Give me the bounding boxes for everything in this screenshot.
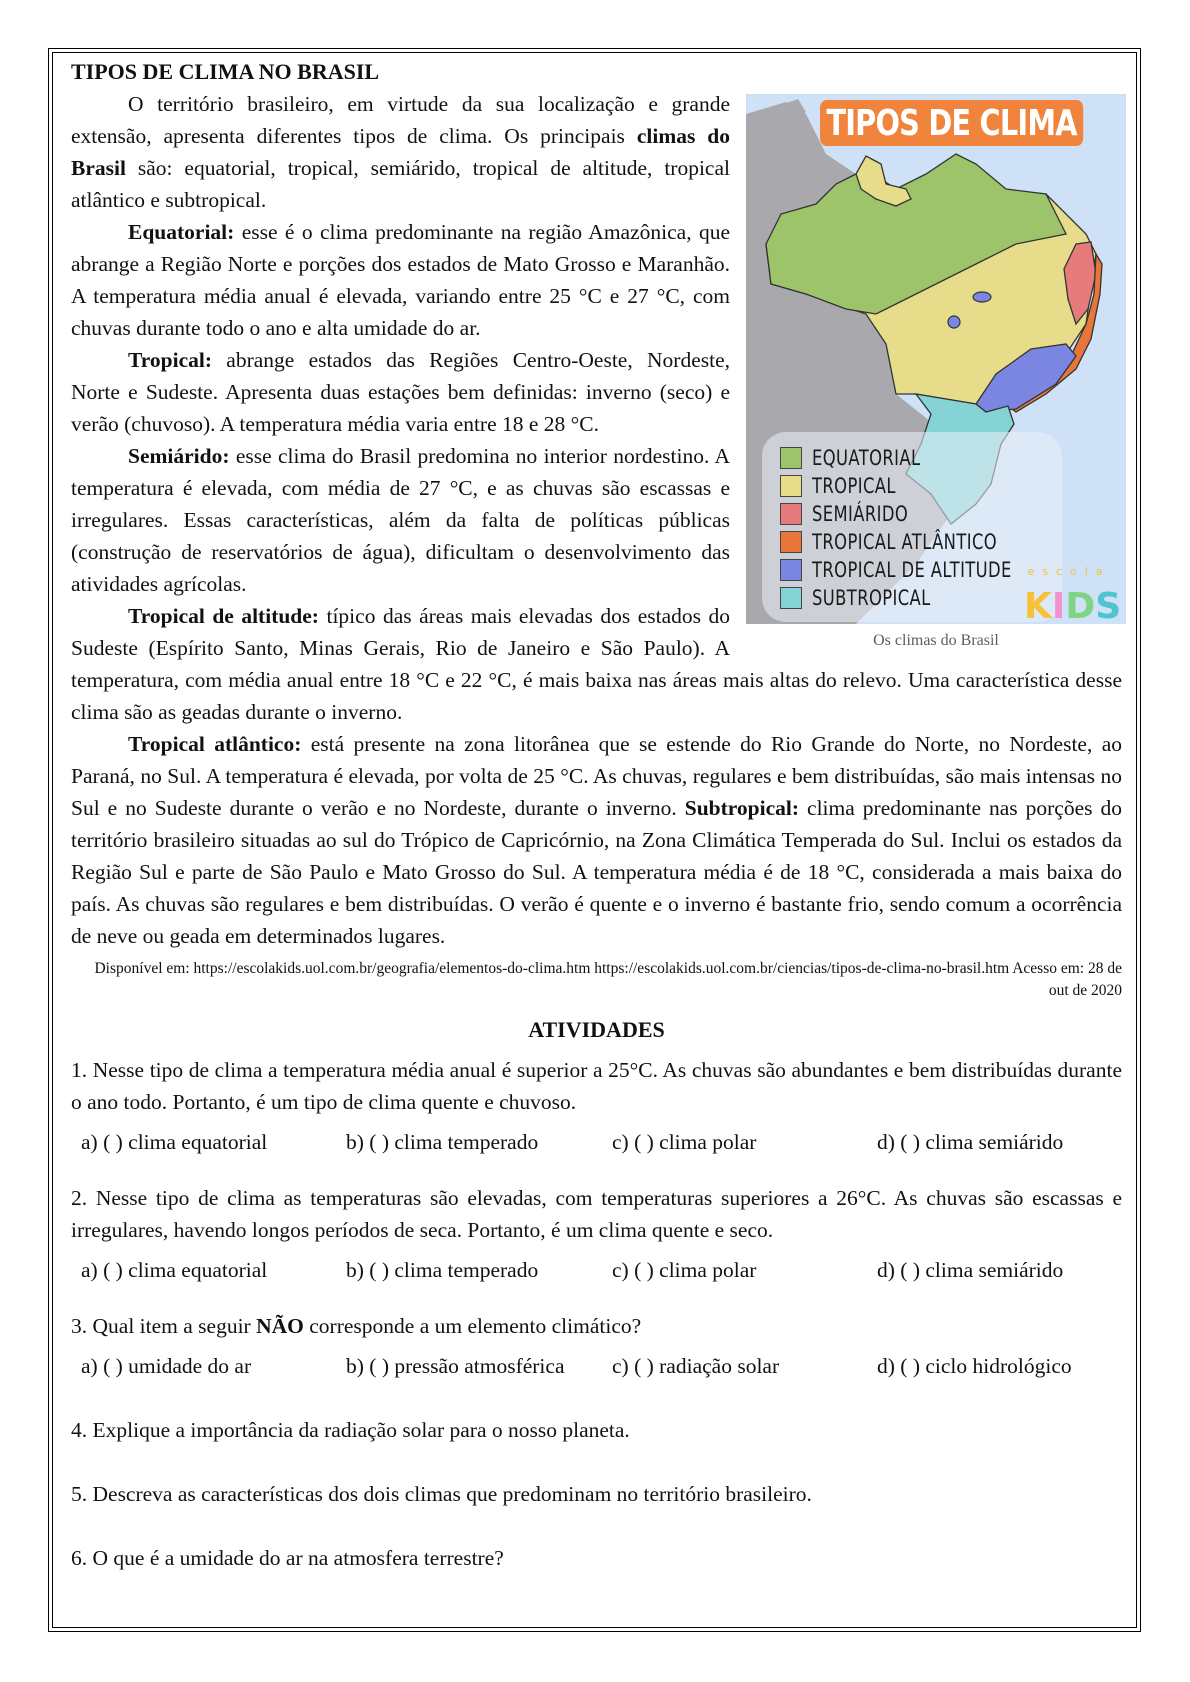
question-3-options bbox=[71, 1350, 1122, 1382]
q3-text-end: corresponde a um elemento climático? bbox=[303, 1314, 642, 1338]
paragraph-text: abrange estados das Regiões Centro-Oeste, Nordeste, Norte e Sudeste. Apresenta duas estações bem definidas: inverno (seco) e verão (chuvoso). A temperatura média varia entre 18 e 28 °C. bbox=[71, 348, 730, 436]
q2-option-a[interactable]: a) ( ) clima equatorial bbox=[81, 1258, 268, 1282]
source-citation: Disponível em: https://escolakids.uol.com.br/geografia/elementos-do-clima.htm https://escolakids.uol.com.br/ciencias/tipos-de-clima-no-brasil.htm Acesso em: 28 de out de 2020 bbox=[94, 960, 1122, 999]
intro-text: O território brasileiro, em virtude da sua localização e grande extensão, apresenta diferentes tipos de clima. Os principais bbox=[71, 92, 730, 148]
q3-option-d[interactable]: d) ( ) ciclo hidrológico bbox=[877, 1354, 1072, 1378]
escola-kids-logo bbox=[1024, 556, 1122, 624]
legend-item-tropical-atlantico bbox=[780, 528, 1049, 556]
legend-label: TROPICAL DE ALTITUDE bbox=[812, 558, 1012, 582]
q1-option-b[interactable]: b) ( ) clima temperado bbox=[346, 1130, 539, 1154]
term-tropical-atlantico: Tropical atlântico: bbox=[128, 732, 302, 756]
activities-title: ATIVIDADES bbox=[528, 1017, 665, 1042]
q3-option-a[interactable]: a) ( ) umidade do ar bbox=[81, 1354, 252, 1378]
logo-big-text: KIDS bbox=[1024, 586, 1122, 624]
term-subtropical: Subtropical: bbox=[684, 796, 800, 820]
logo-small-text: escola bbox=[1027, 565, 1111, 578]
q2-option-b[interactable]: b) ( ) clima temperado bbox=[346, 1258, 539, 1282]
legend-swatch-icon bbox=[780, 531, 802, 553]
map-banner-title: TIPOS DE CLIMA bbox=[820, 100, 1083, 146]
question-4: 4. Explique a importância da radiação solar para o nosso planeta. bbox=[71, 1418, 630, 1442]
legend-swatch-icon bbox=[780, 503, 802, 525]
legend-label: SUBTROPICAL bbox=[812, 586, 931, 610]
intro-text-end: são: equatorial, tropical, semiárido, tropical de altitude, tropical atlântico e subtropical. bbox=[71, 156, 730, 212]
legend-item-equatorial bbox=[780, 444, 951, 472]
q1-option-a[interactable]: a) ( ) clima equatorial bbox=[81, 1130, 268, 1154]
term-semiarido: Semiárido: bbox=[128, 444, 230, 468]
question-6: 6. O que é a umidade do ar na atmosfera terrestre? bbox=[71, 1546, 504, 1570]
paragraph-text: típico das áreas mais elevadas dos estados do Sudeste (Espírito Santo, Minas Gerais, Rio de Janeiro e São Paulo). A temperatura, com média anual entre 18 °C e 22 °C, é mais baixa nas áreas mais altas do relevo. Uma característica desse clima são as geadas durante o inverno. bbox=[71, 604, 1122, 724]
legend-label: TROPICAL bbox=[812, 474, 896, 498]
q2-option-d[interactable]: d) ( ) clima semiárido bbox=[877, 1258, 1064, 1282]
document-title: TIPOS DE CLIMA NO BRASIL bbox=[71, 59, 380, 84]
q1-option-c[interactable]: c) ( ) clima polar bbox=[612, 1130, 757, 1154]
paragraph-text: está presente na zona litorânea que se estende do Rio Grande do Norte, no Nordeste, ao Paraná, no Sul. A temperatura é elevada, por volta de 25 °C. As chuvas, regulares e bem distribuídas, são mais intensas no Sul e no Sudeste durante o verão e no Nordeste, durante o inverno. bbox=[71, 732, 1122, 820]
question-1: 1. Nesse tipo de clima a temperatura média anual é superior a 25°C. As chuvas são abundantes e bem distribuídas durante o ano todo. Portanto, é um tipo de clima quente e chuvoso. bbox=[71, 1058, 1122, 1114]
q3-bold: NÃO bbox=[256, 1314, 304, 1338]
q1-option-d[interactable]: d) ( ) clima semiárido bbox=[877, 1130, 1064, 1154]
question-3 bbox=[71, 1310, 1122, 1342]
legend-label: SEMIÁRIDO bbox=[812, 502, 909, 526]
paragraph-text: esse é o clima predominante na região Amazônica, que abrange a Região Norte e porções dos estados de Mato Grosso e Maranhão. A temperatura média anual é elevada, variando entre 25 °C e 27 °C, com chuvas durante todo o ano e alta umidade do ar. bbox=[71, 220, 730, 340]
paragraph-text: clima predominante nas porções do território brasileiro situadas ao sul do Trópico de Capricórnio, na Zona Climática Temperada do Sul. Inclui os estados da Região Sul e parte de São Paulo e Mato Grosso do Sul. A temperatura média é de 18 °C, considerada a mais baixa do país. As chuvas são regulares e bem distribuídas. O verão é quente e o inverno é bastante frio, sendo comum a ocorrência de neve ou geada em determinados lugares. bbox=[71, 796, 1122, 948]
q3-text: 3. Qual item a seguir bbox=[71, 1314, 257, 1338]
q3-option-c[interactable]: c) ( ) radiação solar bbox=[612, 1354, 780, 1378]
q3-option-b[interactable]: b) ( ) pressão atmosférica bbox=[346, 1354, 565, 1378]
intro-bold: climas do Brasil bbox=[71, 124, 730, 180]
legend-swatch-icon bbox=[780, 587, 802, 609]
term-tropical: Tropical: bbox=[128, 348, 213, 372]
question-5: 5. Descreva as características dos dois climas que predominam no território brasileiro. bbox=[71, 1482, 812, 1506]
worksheet-content bbox=[71, 56, 1122, 1574]
figure-caption: Os climas do Brasil bbox=[873, 632, 999, 649]
brazil-climate-map bbox=[746, 94, 1126, 624]
legend-swatch-icon bbox=[780, 447, 802, 469]
term-tropical-altitude: Tropical de altitude: bbox=[128, 604, 319, 628]
legend-swatch-icon bbox=[780, 475, 802, 497]
legend-item-tropical bbox=[780, 472, 920, 500]
q2-option-c[interactable]: c) ( ) clima polar bbox=[612, 1258, 757, 1282]
legend-item-semiarido bbox=[780, 500, 935, 528]
paragraph-text: esse clima do Brasil predomina no interior nordestino. A temperatura é elevada, com média de 27 °C, e as chuvas são escassas e irregulares. Essas características, além da falta de políticas públicas (construção de reservatórios de água), dificultam o desenvolvimento das atividades agrícolas. bbox=[71, 444, 730, 596]
legend-label: EQUATORIAL bbox=[812, 446, 921, 470]
legend-swatch-icon bbox=[780, 559, 802, 581]
paragraph-tropical-atlantico bbox=[71, 728, 1122, 952]
question-2: 2. Nesse tipo de clima as temperaturas são elevadas, com temperaturas superiores a 26°C. As chuvas são escassas e irregulares, havendo longos períodos de seca. Portanto, é um clima quente e seco. bbox=[71, 1186, 1122, 1242]
question-1-options bbox=[71, 1126, 1122, 1158]
climate-map-figure bbox=[746, 94, 1126, 652]
map-legend bbox=[762, 432, 1062, 622]
question-2-options bbox=[71, 1254, 1122, 1286]
term-equatorial: Equatorial: bbox=[128, 220, 235, 244]
legend-item-subtropical bbox=[780, 584, 964, 612]
legend-label: TROPICAL ATLÂNTICO bbox=[812, 530, 998, 554]
